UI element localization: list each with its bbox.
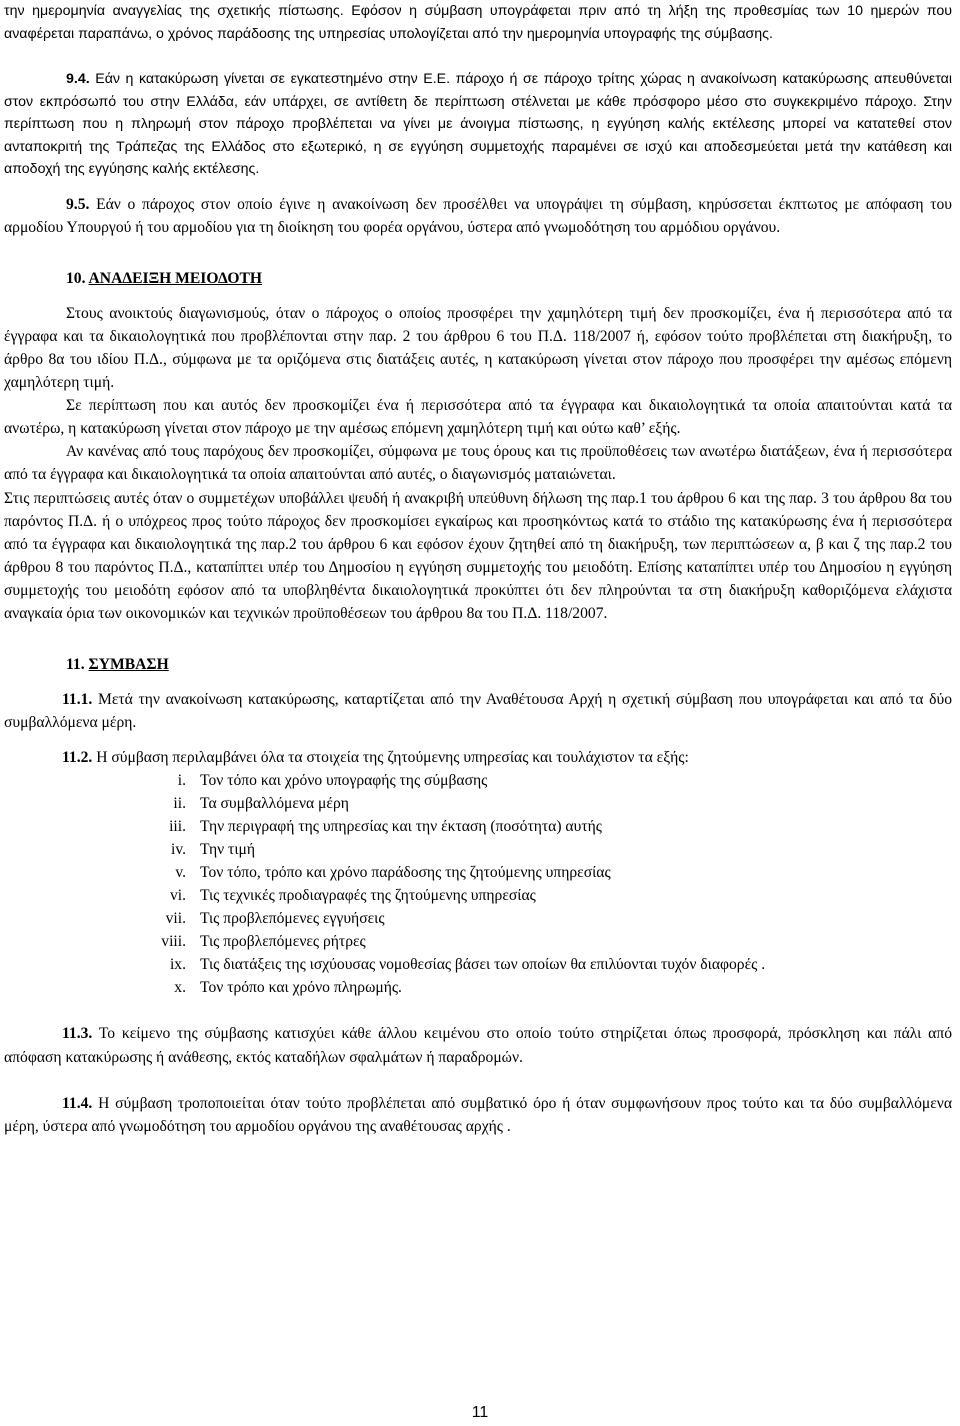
section-9-5 bbox=[4, 193, 952, 239]
intro-paragraph: την ημερομηνία αναγγελίας της σχετικής πίστωσης. Εφόσον η σύμβαση υπογράφεται πριν από τη λήξη της προθεσμίας των 10 ημερών που αναφέρεται παραπάνω, ο χρόνος παράδοσης της υπηρεσίας υπολογίζεται από την ημερομηνία υπογραφής της σύμβασης. bbox=[4, 3, 952, 42]
section-11-4 bbox=[4, 1092, 952, 1138]
section-11-2-number: 11.2. bbox=[62, 749, 93, 767]
page-number: 11 bbox=[471, 1404, 489, 1421]
section-9-5-number: 9.5. bbox=[66, 195, 90, 213]
list-item-number: x. bbox=[174, 979, 186, 997]
section-11-title: ΣΥΜΒΑΣΗ bbox=[88, 656, 169, 674]
section-9-4-text-cont: Στην περίπτωση που η πληρωμή στον πάροχο προβλέπεται να γίνει με άνοιγμα πίστωσης, η εγγύηση καλής εκτέλεσης μπορεί να κατατεθεί στον ανταποκριτή της Τράπεζας της Ελλάδος στο εξωτερικό, η σε εγγύηση συμμετοχής παραμένει σε ισχύ και αποδεσμεύεται μετά την κατάθεση και αποδοχή της εγγύησης καλής εκτέλεσης. bbox=[4, 93, 953, 177]
section-11-number: 11. bbox=[66, 656, 85, 674]
list-item-text: Τον τόπο, τρόπο και χρόνο παράδοσης της ζητούμενης υπηρεσίας bbox=[200, 864, 611, 882]
list-item-text: Τον τρόπο και χρόνο πληρωμής. bbox=[200, 979, 402, 997]
section-11-2 bbox=[4, 746, 952, 769]
section-10-paragraph-4: Στις περιπτώσεις αυτές όταν ο συμμετέχων υποβάλλει ψευδή ή ανακριβή υπεύθυνη δήλωση της παρ.1 του άρθρου 6 και της παρ. 3 του άρθρου 8α του παρόντος Π.Δ. ή ο υπόχρεος προς τούτο πάροχος δεν προσκομίσει εγκαίρως και προσηκόντως κατά το στάδιο της κατακύρωσης ένα ή περισσότερα από τα έγγραφα και δικαιολογητικά της παρ.2 του άρθρου 6 και εφόσον έχουν ζητηθεί από τη διακήρυξη, των περιπτώσεων α, β και ζ της παρ.2 του άρθρου 8 του παρόντος Π.Δ., καταπίπτει υπέρ του Δημοσίου η εγγύηση συμμετοχής του μειοδότη. Επίσης καταπίπτει υπέρ του Δημοσίου η εγγύηση συμμετοχής του μειοδότη εφόσον από τα υποβληθέντα δικαιολογητικά προκύπτει ότι δεν πληρούνται τα στη διακήρυξη καθοριζόμενα ελάχιστα αναγκαία όρια των οικονομικών και τεχνικών προϋποθέσεων του άρθρου 8α του Π.Δ. 118/2007. bbox=[4, 489, 952, 622]
section-9-4 bbox=[4, 68, 952, 181]
list-item-number: vi. bbox=[169, 887, 186, 905]
list-item-text: Τον τόπο και χρόνο υπογραφής της σύμβασης bbox=[200, 772, 488, 790]
section-10-heading bbox=[66, 267, 952, 290]
section-11-4-text: Η σύμβαση τροποποιείται όταν τούτο προβλέπεται από συμβατικό όρο ή όταν συμφωνήσουν προς τούτο και τα δύο συμβαλλόμενα μέρη, ύστερα από γνωμοδότηση του αρμοδίου οργάνου της αναθέτουσας αρχής . bbox=[4, 1094, 952, 1135]
section-9-4-text: Εάν η κατακύρωση γίνεται σε εγκατεστημένο στην Ε.Ε. πάροχο ή σε πάροχο τρίτης χώρας η ανακοίνωση κατακύρωσης απευθύνεται στον εκπρόσωπό του στην Ελλάδα, εάν υπάρχει, σε αντίθετη δε περίπτωση στέλνεται με κάθε πρόσφορο μέσο στο συγκεκριμένο πάροχο. bbox=[4, 71, 952, 110]
list-item-text: Την περιγραφή της υπηρεσίας και την έκταση (ποσότητα) αυτής bbox=[200, 818, 602, 836]
section-11-1-text: Μετά την ανακοίνωση κατακύρωσης, καταρτίζεται από την Αναθέτουσα Αρχή η σχετική σύμβαση που υπογράφεται και από τα δύο συμβαλλόμενα μέρη. bbox=[4, 691, 952, 732]
list-item-number: ii. bbox=[173, 795, 186, 813]
list-item-number: viii. bbox=[161, 933, 186, 951]
list-item-text: Τις τεχνικές προδιαγραφές της ζητούμενης υπηρεσίας bbox=[200, 887, 536, 905]
section-10-paragraph-3: Αν κανένας από τους παρόχους δεν προσκομίζει, σύμφωνα με τους όρους και τις προϋποθέσεις των ανωτέρω διατάξεων, ένα ή περισσότερα από τα έγγραφα και δικαιολογητικά τα οποία απαιτούνται από αυτές, ο διαγωνισμός ματαιώνεται. bbox=[4, 443, 952, 484]
list-item-text: Τις προβλεπόμενες ρήτρες bbox=[200, 933, 366, 951]
section-11-4-number: 11.4. bbox=[62, 1094, 93, 1112]
section-11-3-number: 11.3. bbox=[62, 1025, 93, 1043]
list-item-text: Τις διατάξεις της ισχύουσας νομοθεσίας βάσει των οποίων θα επιλύονται τυχόν διαφορές . bbox=[200, 956, 766, 974]
list-item-number: i. bbox=[177, 772, 186, 790]
list-item bbox=[4, 884, 952, 907]
section-11-1 bbox=[4, 688, 952, 734]
section-11-2-text: Η σύμβαση περιλαμβάνει όλα τα στοιχεία της ζητούμενης υπηρεσίας και τουλάχιστον τα εξής: bbox=[92, 749, 689, 767]
section-11-3 bbox=[4, 1022, 952, 1068]
contract-elements-list bbox=[4, 769, 952, 999]
list-item-number: vii. bbox=[165, 910, 186, 928]
list-item bbox=[4, 792, 952, 815]
list-item-text: Τα συμβαλλόμενα μέρη bbox=[200, 795, 349, 813]
list-item-number: iii. bbox=[169, 818, 186, 836]
section-10-paragraph-2: Σε περίπτωση που και αυτός δεν προσκομίζει ένα ή περισσότερα από τα έγγραφα και δικαιολογητικά τα οποία απαιτούνται κατά τα ανωτέρω, η κατακύρωση γίνεται στον πάροχο με την αμέσως επόμενη χαμηλότερη τιμή και ούτω καθ’ εξής. bbox=[4, 397, 952, 438]
list-item-number: ix. bbox=[169, 956, 186, 974]
list-item bbox=[4, 861, 952, 884]
section-9-5-text: Εάν ο πάροχος στον οποίο έγινε η ανακοίνωση δεν προσέλθει να υπογράψει τη σύμβαση, κηρύσσεται έκπτωτος με απόφαση του αρμοδίου Υπουργού ή του αρμοδίου για τη διοίκηση του φορέα οργάνου, ύστερα από γνωμοδότηση του αρμόδιου οργάνου. bbox=[4, 195, 952, 236]
section-10-paragraph-1: Στους ανοικτούς διαγωνισμούς, όταν ο πάροχος ο οποίος προσφέρει την χαμηλότερη τιμή δεν προσκομίζει, ένα ή περισσότερα από τα έγγραφα και τα δικαιολογητικά που προβλέπονται στην παρ. 2 του άρθρου 6 του Π.Δ. 118/2007 ή, εφόσον τούτο προβλέπεται στη διακήρυξη, το άρθρο 8α του ιδίου Π.Δ., σύμφωνα με τα οριζόμενα στις διατάξεις αυτές, η κατακύρωση γίνεται στον πάροχο που προσφέρει την αμέσως επόμενη χαμηλότερη τιμή. bbox=[4, 304, 952, 392]
section-9-4-number: 9.4. bbox=[66, 71, 90, 87]
list-item bbox=[4, 907, 952, 930]
list-item-number: iv. bbox=[170, 841, 186, 859]
list-item-text: Την τιμή bbox=[200, 841, 256, 859]
list-item bbox=[4, 976, 952, 999]
list-item-text: Τις προβλεπόμενες εγγυήσεις bbox=[200, 910, 385, 928]
list-item bbox=[4, 953, 952, 976]
section-11-heading bbox=[66, 653, 952, 676]
list-item-number: v. bbox=[175, 864, 186, 882]
section-11-3-text: Το κείμενο της σύμβασης κατισχύει κάθε άλλου κειμένου στο οποίο τούτο στηρίζεται όπως προσφορά, πρόσκληση και πάλι από απόφαση κατακύρωσης ή ανάθεσης, εκτός καταδήλων σφαλμάτων ή παραδρομών. bbox=[4, 1025, 952, 1066]
list-item bbox=[4, 815, 952, 838]
list-item bbox=[4, 769, 952, 792]
list-item bbox=[4, 838, 952, 861]
list-item bbox=[4, 930, 952, 953]
section-10-number: 10. bbox=[66, 269, 86, 287]
section-10-title: ΑΝΑΔΕΙΞΗ ΜΕΙΟΔΟΤΗ bbox=[88, 269, 263, 287]
section-11-1-number: 11.1. bbox=[62, 691, 93, 709]
